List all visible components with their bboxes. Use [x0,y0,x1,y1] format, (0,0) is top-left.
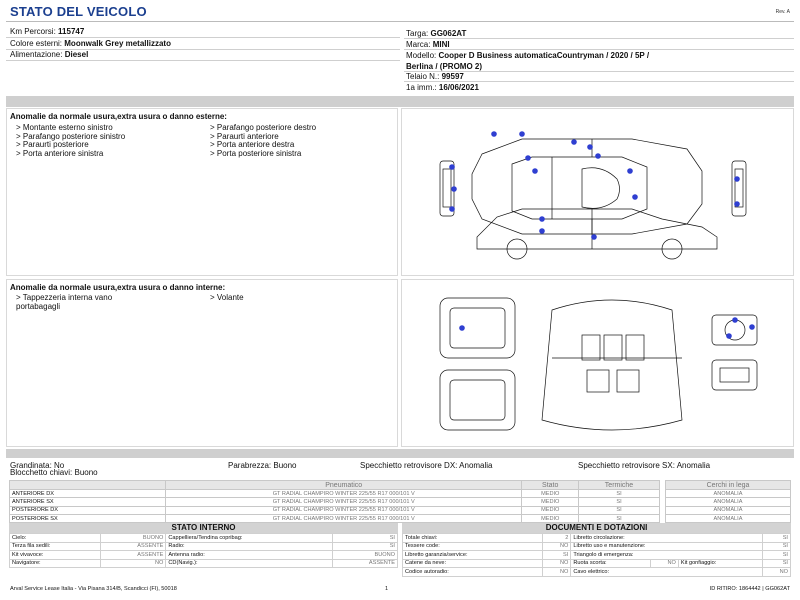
list-item: > Parafango posteriore destro [210,123,317,132]
specchietto-dx-text: Specchietto retrovisore DX: Anomalia [360,461,493,470]
damage-markers [459,317,755,339]
table-row: Codice autoradio: NO Cavo elettrico: NO [403,568,791,577]
parabrezza-text: Parabrezza: Buono [228,461,297,470]
internal-diagram-panel [401,279,794,447]
table-header [666,481,791,490]
targa-row: Targa: GG062AT [406,29,467,38]
documenti-header: DOCUMENTI E DOTAZIONI [402,523,791,533]
external-damage-panel [6,108,398,276]
footer-id: ID RITIRO: 1864442 | GG062AT [709,586,790,592]
grandinata-text: Grandinata: No [10,461,65,470]
interior-top-view [542,300,682,430]
table-row: Catene da neve: NO Ruota scorta: NO Kit gonfiaggio: SI [403,559,791,568]
internal-damage-list-right [210,294,244,303]
marca-row: Marca: MINI [406,40,450,49]
table-row: Terza fila sedili: ASSENTE Radio: SI [10,542,398,551]
divider [404,81,794,82]
section-bar [6,96,794,107]
revision-label: Rev. A [775,9,790,15]
car-interior-diagram [402,280,795,448]
table-row: POSTERIORE DX GT RADIAL CHAMPIRO WINTER 225/55 R17 000/101 V MEDIO SI [10,506,660,514]
column-header: Termiche [579,481,660,490]
external-diagram-panel [401,108,794,276]
table-row: ANOMALIA [666,498,791,506]
table-row: Libretto garanzia/service: SI Triangolo di emergenza: SI [403,551,791,560]
km-row: Km Percorsi: 115747 [10,27,85,36]
table-row: Tessere code: NO Libretto uso e manutenzione: SI [403,542,791,551]
table-row: ANOMALIA [666,506,791,514]
table-row: Totale chiavi: 2 Libretto circolazione: SI [403,534,791,543]
modello-row-2: Berlina / (PROMO 2) [406,62,483,71]
documenti-table [402,533,791,577]
divider [6,60,400,61]
footer-page-number: 1 [385,586,389,592]
list-item: > Porta posteriore sinistra [210,148,302,158]
external-damage-list-left [16,124,125,158]
table-row: Kit vivavoce: ASSENTE Antenna radio: BUONO [10,551,398,560]
list-item: > Paraurti posteriore [16,140,89,149]
footer-company: Arval Service Lease Italia - Via Pisana 314/B, Scandicci (FI), 50018 [10,586,177,592]
internal-damage-list-left [16,294,112,311]
list-item: portabagagli [16,301,61,311]
column-header: Pneumatico [166,481,522,490]
list-item: > Montante esterno sinistro [16,123,113,132]
car-exterior-diagram [402,109,795,277]
alimentazione-row: Alimentazione: Diesel [10,50,89,59]
damage-markers [449,131,740,240]
table-row: ANTERIORE DX GT RADIAL CHAMPIRO WINTER 225/55 R17 000/101 V MEDIO SI [10,490,660,498]
internal-damage-title: Anomalie da normale usura,extra usura o danno interne: [10,283,226,292]
table-row: Cielo: BUONO Cappelliera/Tendina copribag: SI [10,534,398,543]
immatricolazione-row: 1a imm.: 16/06/2021 [406,83,479,92]
telaio-row: Telaio N.: 99597 [406,72,464,81]
list-item: > Tappezzeria interna vano [16,293,113,302]
external-damage-title: Anomalie da normale usura,extra usura o danno esterne: [10,112,227,121]
table-header [10,481,660,490]
list-item: > Porta anteriore sinistra [16,148,104,158]
column-header: Stato [522,481,579,490]
car-rear-view [732,161,746,216]
page-title: STATO DEL VEICOLO [10,4,147,19]
rims-table [665,480,791,523]
table-row: ANOMALIA [666,490,791,498]
column-header [10,481,166,490]
header-divider [6,21,794,22]
list-item: > Paraurti anteriore [210,131,279,141]
table-row: ANTERIORE SX GT RADIAL CHAMPIRO WINTER 225/55 R17 000/101 V MEDIO SI [10,498,660,506]
specchietto-sx-text: Specchietto retrovisore SX: Anomalia [578,461,711,470]
list-item: > Porta anteriore destra [210,140,295,149]
divider [404,49,794,50]
blocchetto-text: Blocchetto chiavi: Buono [10,468,98,477]
modello-row: Modello: Cooper D Business automaticaCountryman / 2020 / 5P / [406,51,650,60]
list-item: > Volante [210,293,244,302]
table-row: ANOMALIA [666,514,791,522]
internal-damage-panel [6,279,398,447]
stato-interno-table [9,533,398,568]
table-row: Navigatore: NO CD(Navig.): ASSENTE [10,559,398,568]
column-header: Cerchi in lega [666,481,791,490]
divider [404,38,794,39]
divider [6,37,400,38]
section-bar [6,449,794,458]
stato-interno-header: STATO INTERNO [9,523,398,533]
tires-table [9,480,660,523]
table-row: POSTERIORE SX GT RADIAL CHAMPIRO WINTER 225/55 R17 000/101 V MEDIO SI [10,514,660,522]
list-item: > Parafango posteriore sinistro [16,131,126,141]
external-damage-list-right [210,124,316,158]
colore-row: Colore esterni: Moonwalk Grey metallizzato [10,39,171,48]
trunk-view [440,298,515,430]
